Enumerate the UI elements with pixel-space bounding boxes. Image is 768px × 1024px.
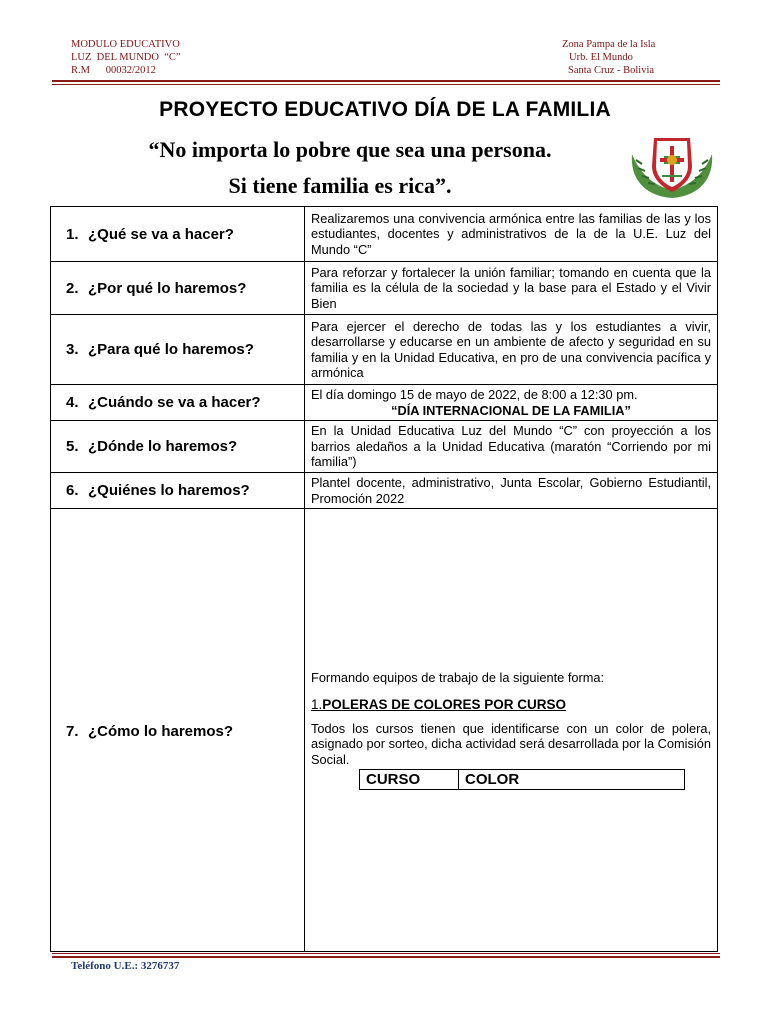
question-cell — [51, 509, 305, 952]
header-school-subname: LUZ DEL MUNDO “C” — [71, 52, 181, 63]
quote-line-2: Si tiene familia es rica”. — [228, 173, 452, 198]
question-cell — [51, 385, 305, 421]
question-text: ¿Por qué lo haremos? — [88, 279, 247, 297]
header-urbanization: Urb. El Mundo — [569, 52, 633, 63]
question-cell — [51, 421, 305, 473]
answer-cell — [305, 207, 718, 262]
section-heading — [311, 697, 711, 713]
header-city: Santa Cruz - Bolivia — [568, 65, 655, 76]
question-text: ¿Cómo lo haremos? — [88, 722, 234, 740]
question-number: 3. — [66, 341, 79, 358]
answer-text: El día domingo 15 de mayo de 2022, de 8:00 a 12:30 pm. — [311, 387, 638, 402]
header-rule — [52, 80, 720, 82]
answer-text: Formando equipos de trabajo de la siguiente forma: — [311, 669, 605, 685]
answer-text: Plantel docente, administrativo, Junta Escolar, Gobierno Estudiantil, Promoción 2022 — [311, 475, 711, 506]
question-text: ¿Para qué lo haremos? — [88, 341, 254, 358]
header-left — [71, 38, 181, 77]
table-row — [51, 421, 718, 473]
course-color-header-row — [360, 770, 685, 790]
header-right — [562, 38, 655, 77]
footer-phone: Teléfono U.E.: 3276737 — [71, 960, 180, 972]
answer-text: En la Unidad Educativa Luz del Mundo “C” con proyección a los barrios aledaños a la Unidad Educativa (maratón “Corriendo por mi familia”) — [311, 423, 711, 470]
header-rule-thin — [52, 84, 720, 85]
question-text: ¿Cuándo se va a hacer? — [88, 394, 261, 411]
question-cell — [51, 262, 305, 315]
table-row — [51, 509, 718, 952]
question-number: 5. — [66, 438, 79, 455]
question-text: ¿Quiénes lo haremos? — [88, 482, 250, 499]
answer-cell — [305, 473, 718, 509]
answer-cell — [305, 509, 718, 952]
header-resolution: R.M 00032/2012 — [71, 65, 156, 76]
table-row — [51, 473, 718, 509]
question-cell — [51, 473, 305, 509]
school-crest-logo — [626, 130, 718, 202]
answer-cell — [305, 315, 718, 385]
section-text: Todos los cursos tienen que identificarse con un color de polera, asignado por sorteo, dicha actividad será desarrollada por la Comisión Social. — [311, 720, 711, 767]
answer-text: Para reforzar y fortalecer la unión familiar; tomando en cuenta que la familia es la célula de la sociedad y la base para el Estado y el Vivir Bien — [311, 264, 711, 311]
section-title: POLERAS DE COLORES POR CURSO — [322, 697, 567, 713]
question-text: ¿Qué se va a hacer? — [88, 225, 234, 243]
question-number: 6. — [66, 482, 79, 499]
table-row — [51, 315, 718, 385]
section-number: 1. — [311, 697, 323, 713]
footer-rule — [52, 956, 720, 958]
table-row — [51, 262, 718, 315]
question-number: 1. — [66, 225, 79, 243]
answer-text: Para ejercer el derecho de todas las y los estudiantes a vivir, desarrollarse y educarse en un ambiente de afecto y seguridad en su familia y en la Unidad Educativa, en pro de una convivencia pacífica y armónica — [311, 318, 711, 380]
answer-text: Realizaremos una convivencia armónica entre las familias de las y los estudiantes, docentes y administrativos de la de la U.E. Luz del Mundo “C” — [311, 210, 711, 257]
table-row — [51, 385, 718, 421]
column-header-curso: CURSO — [360, 770, 459, 790]
answer-cell — [305, 421, 718, 473]
answer-cell — [305, 262, 718, 315]
header-school-name: MODULO EDUCATIVO — [71, 39, 180, 50]
question-number: 7. — [66, 722, 79, 740]
document-title: PROYECTO EDUCATIVO DÍA DE LA FAMILIA — [159, 98, 611, 121]
question-number: 4. — [66, 394, 79, 411]
answer-highlight: “DÍA INTERNACIONAL DE LA FAMILIA” — [391, 402, 631, 418]
question-cell — [51, 207, 305, 262]
quote-line-1: “No importa lo pobre que sea una persona. — [148, 137, 552, 162]
question-text: ¿Dónde lo haremos? — [88, 438, 238, 455]
header-zone: Zona Pampa de la Isla — [562, 39, 656, 50]
answer-cell — [305, 385, 718, 421]
course-color-table — [359, 769, 685, 790]
column-header-color: COLOR — [459, 770, 685, 790]
footer-rule-thin — [52, 953, 720, 954]
project-table — [50, 206, 718, 952]
question-number: 2. — [66, 279, 79, 297]
question-cell — [51, 315, 305, 385]
table-row — [51, 207, 718, 262]
